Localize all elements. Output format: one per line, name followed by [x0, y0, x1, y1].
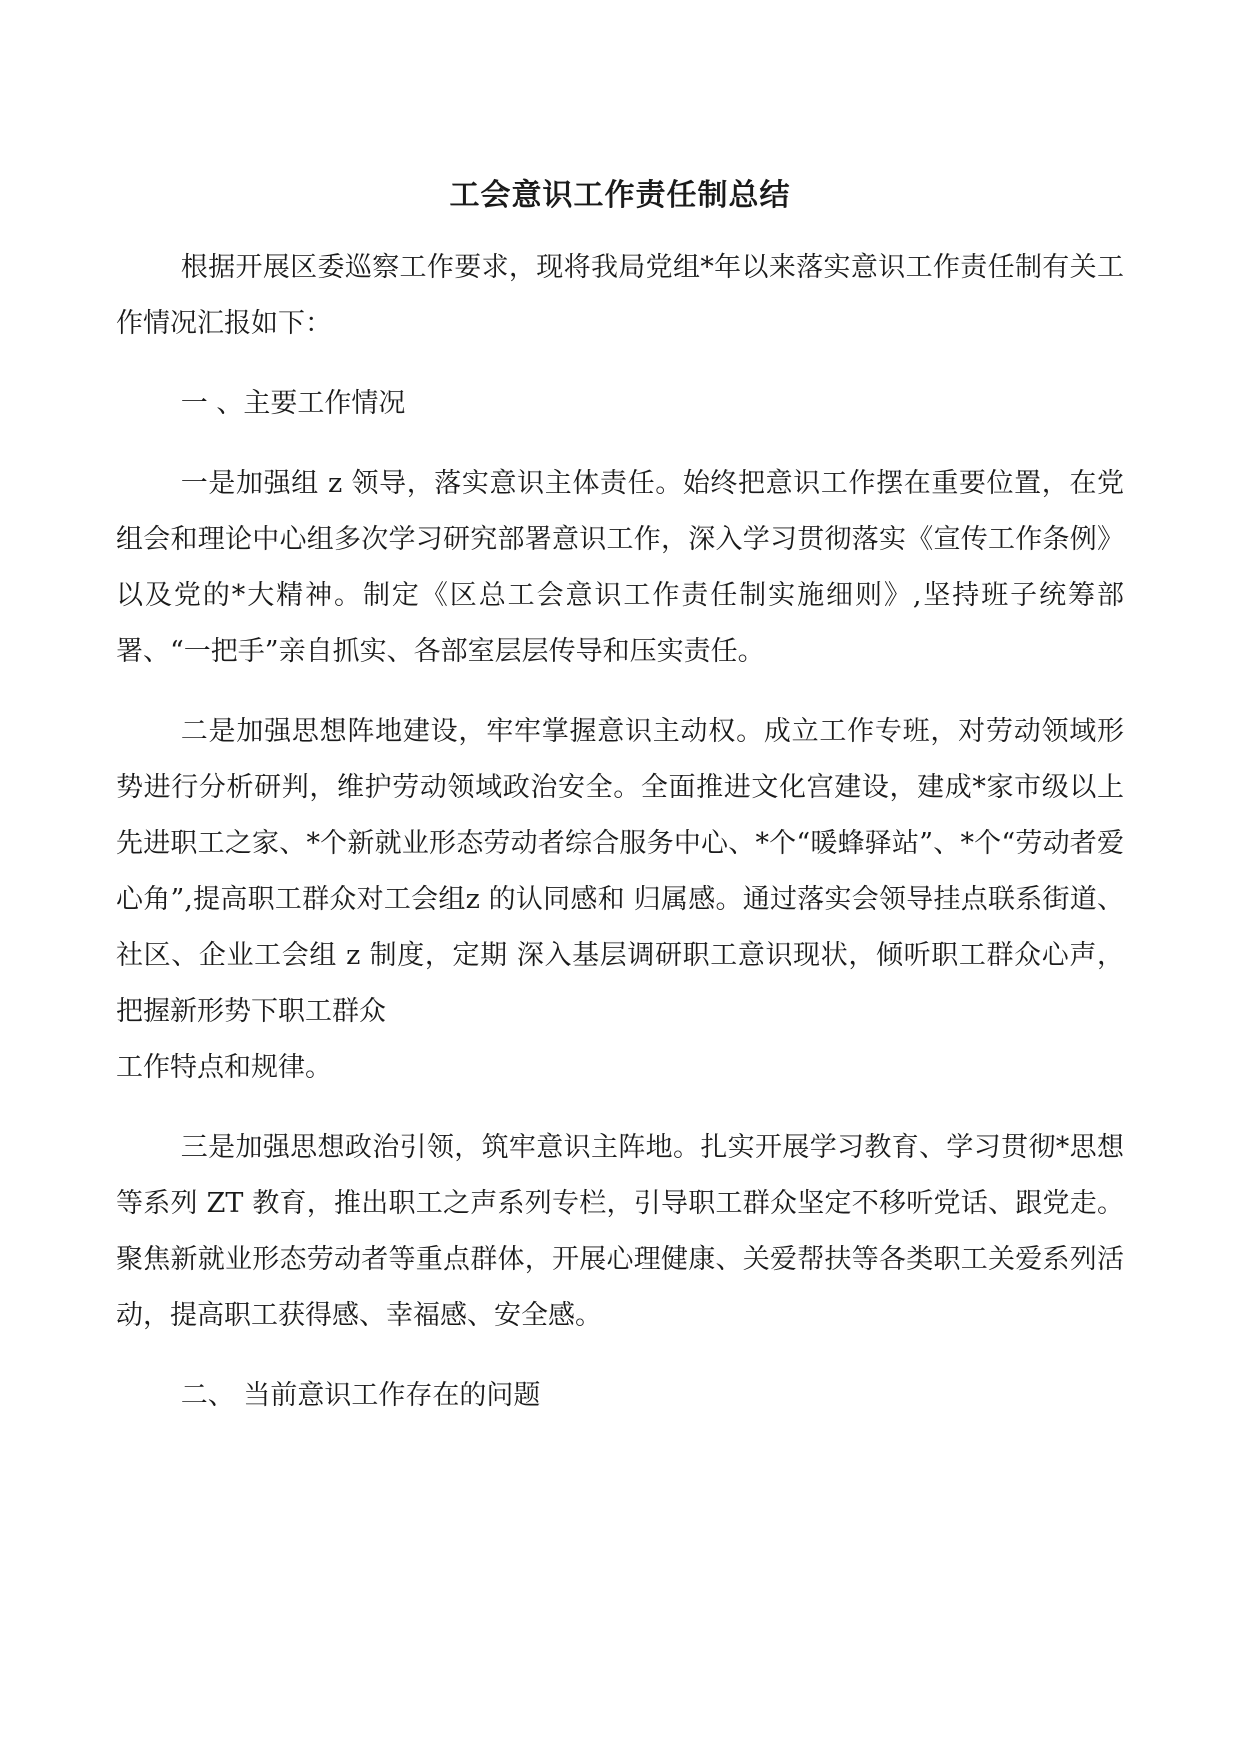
paragraph-3: 三是加强思想政治引领，筑牢意识主阵地。扎实开展学习教育、学习贯彻*思想等系列 ZT 教育，推出职工之声系列专栏，引导职工群众坚定不移听党话、跟党走。聚焦新就业形态劳动者等重点群体，开展心理健康、关爱帮扶等各类职工关爱系列活动，提高职工获得感、幸福感、安全感。 — [116, 1132, 1124, 1331]
document-body — [116, 240, 1124, 1424]
paragraph-1: 一是加强组 z 领导，落实意识主体责任。始终把意识工作摆在重要位置，在党组会和理论中心组多次学习研究部署意识工作，深入学习贯彻落实《宣传工作条例》以及党的*大精神。制定《区总工会意识工作责任制实施细则》,坚持班子统筹部署、“一把手”亲自抓实、各部室层层传导和压实责任。 — [116, 468, 1124, 667]
document-title: 工会意识工作责任制总结 — [449, 178, 791, 213]
paragraph-2-tail: 工作特点和规律。 — [116, 1052, 332, 1083]
section-heading-1: 一 、主要工作情况 — [180, 388, 406, 419]
intro-paragraph: 根据开展区委巡察工作要求，现将我局党组*年以来落实意识工作责任制有关工作情况汇报如下： — [116, 252, 1124, 339]
paragraph-2: 二是加强思想阵地建设，牢牢掌握意识主动权。成立工作专班，对劳动领域形势进行分析研判，维护劳动领域政治安全。全面推进文化宫建设，建成*家市级以上先进职工之家、*个新就业形态劳动者综合服务中心、*个“暖蜂驿站”、*个“劳动者爱心角”,提高职工群众对工会组z 的认同感和 归属感。通过落实会领导挂点联系街道、社区、企业工会组 z 制度，定期 深入基层调研职工意识现状，倾听职工群众心声，把握新形势下职工群众 — [116, 716, 1124, 1027]
section-heading-2: 二、 当前意识工作存在的问题 — [180, 1380, 541, 1411]
